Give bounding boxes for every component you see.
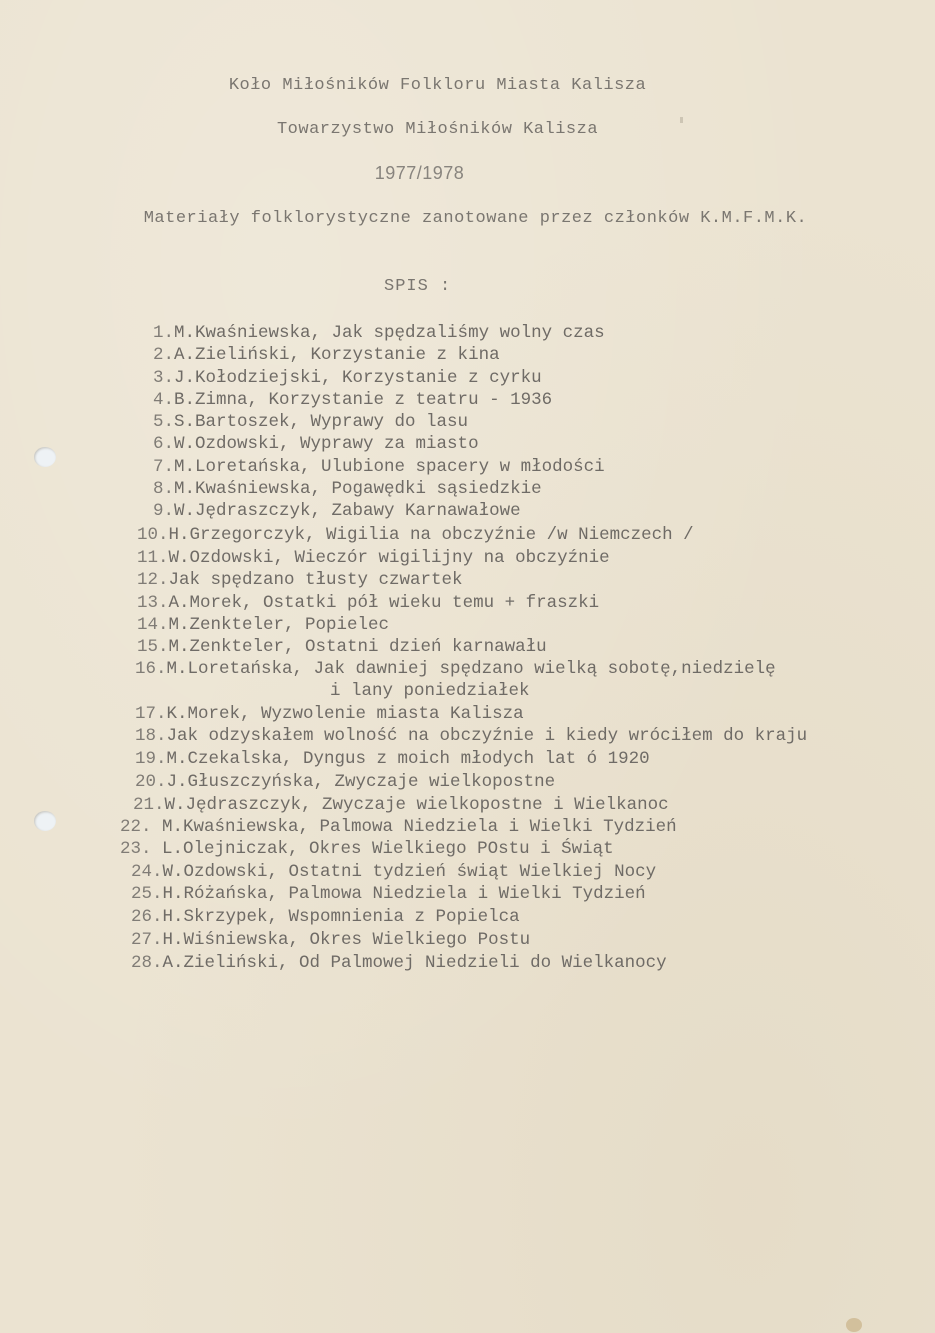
list-item: 19.M.Czekalska, Dyngus z moich młodych lat ó 1920 [135, 749, 650, 769]
punch-hole-bottom [34, 811, 56, 831]
list-item: 4.B.Zimna, Korzystanie z teatru - 1936 [153, 390, 553, 410]
list-item: 21.W.Jędraszczyk, Zwyczaje wielkopostne i Wielkanoc [133, 795, 669, 815]
list-item: 1.M.Kwaśniewska, Jak spędzaliśmy wolny czas [153, 323, 605, 343]
list-title: SPIS : [384, 277, 452, 296]
list-item: 12.Jak spędzano tłusty czwartek [137, 570, 463, 590]
header-year: 1977/1978 [374, 163, 465, 183]
list-item: 22. M.Kwaśniewska, Palmowa Niedziela i Wielki Tydzień [120, 817, 677, 837]
list-item-continuation: i lany poniedziałek [330, 681, 530, 701]
list-item: 17.K.Morek, Wyzwolenie miasta Kalisza [135, 704, 524, 724]
list-item: 23. L.Olejniczak, Okres Wielkiego POstu i Świąt [120, 839, 614, 859]
list-item: 11.W.Ozdowski, Wieczór wigilijny na obczyźnie [137, 548, 610, 568]
list-item: 7.M.Loretańska, Ulubione spacery w młodości [153, 457, 605, 477]
punch-hole-top [34, 447, 56, 467]
list-item: 24.W.Ozdowski, Ostatni tydzień świąt Wielkiej Nocy [131, 862, 657, 882]
list-item: 5.S.Bartoszek, Wyprawy do lasu [153, 412, 469, 432]
list-item: 13.A.Morek, Ostatki pół wieku temu + fraszki [137, 593, 600, 613]
list-item: 2.A.Zieliński, Korzystanie z kina [153, 345, 500, 365]
list-item: 6.W.Ozdowski, Wyprawy za miasto [153, 434, 479, 454]
list-item: 20.J.Głuszczyńska, Zwyczaje wielkopostne [135, 772, 556, 792]
paper-stain [846, 1318, 862, 1332]
list-item: 3.J.Kołodziejski, Korzystanie z cyrku [153, 368, 542, 388]
header-description: Materiały folklorystyczne zanotowane przez członków K.M.F.M.K. [143, 209, 808, 228]
list-item: 8.M.Kwaśniewska, Pogawędki sąsiedzkie [153, 479, 542, 499]
list-item: 9.W.Jędraszczyk, Zabawy Karnawałowe [153, 501, 521, 521]
list-item: 27.H.Wiśniewska, Okres Wielkiego Postu [131, 930, 531, 950]
list-item: 18.Jak odzyskałem wolność na obczyźnie i kiedy wróciłem do kraju [135, 726, 808, 746]
paper-speck [680, 117, 683, 123]
list-item: 25.H.Różańska, Palmowa Niedziela i Wielki Tydzień [131, 884, 646, 904]
header-society: Towarzystwo Miłośników Kalisza [276, 120, 599, 139]
list-item: 16.M.Loretańska, Jak dawniej spędzano wielką sobotę,niedzielę [135, 659, 776, 679]
list-item: 14.M.Zenkteler, Popielec [137, 615, 390, 635]
list-item: 28.A.Zieliński, Od Palmowej Niedzieli do Wielkanocy [131, 953, 667, 973]
list-item: 26.H.Skrzypek, Wspomnienia z Popielca [131, 907, 520, 927]
list-item: 15.M.Zenkteler, Ostatni dzień karnawału [137, 637, 547, 657]
header-organization: Koło Miłośników Folkloru Miasta Kalisza [228, 76, 647, 95]
list-item: 10.H.Grzegorczyk, Wigilia na obczyźnie /w Niemczech / [137, 525, 694, 545]
